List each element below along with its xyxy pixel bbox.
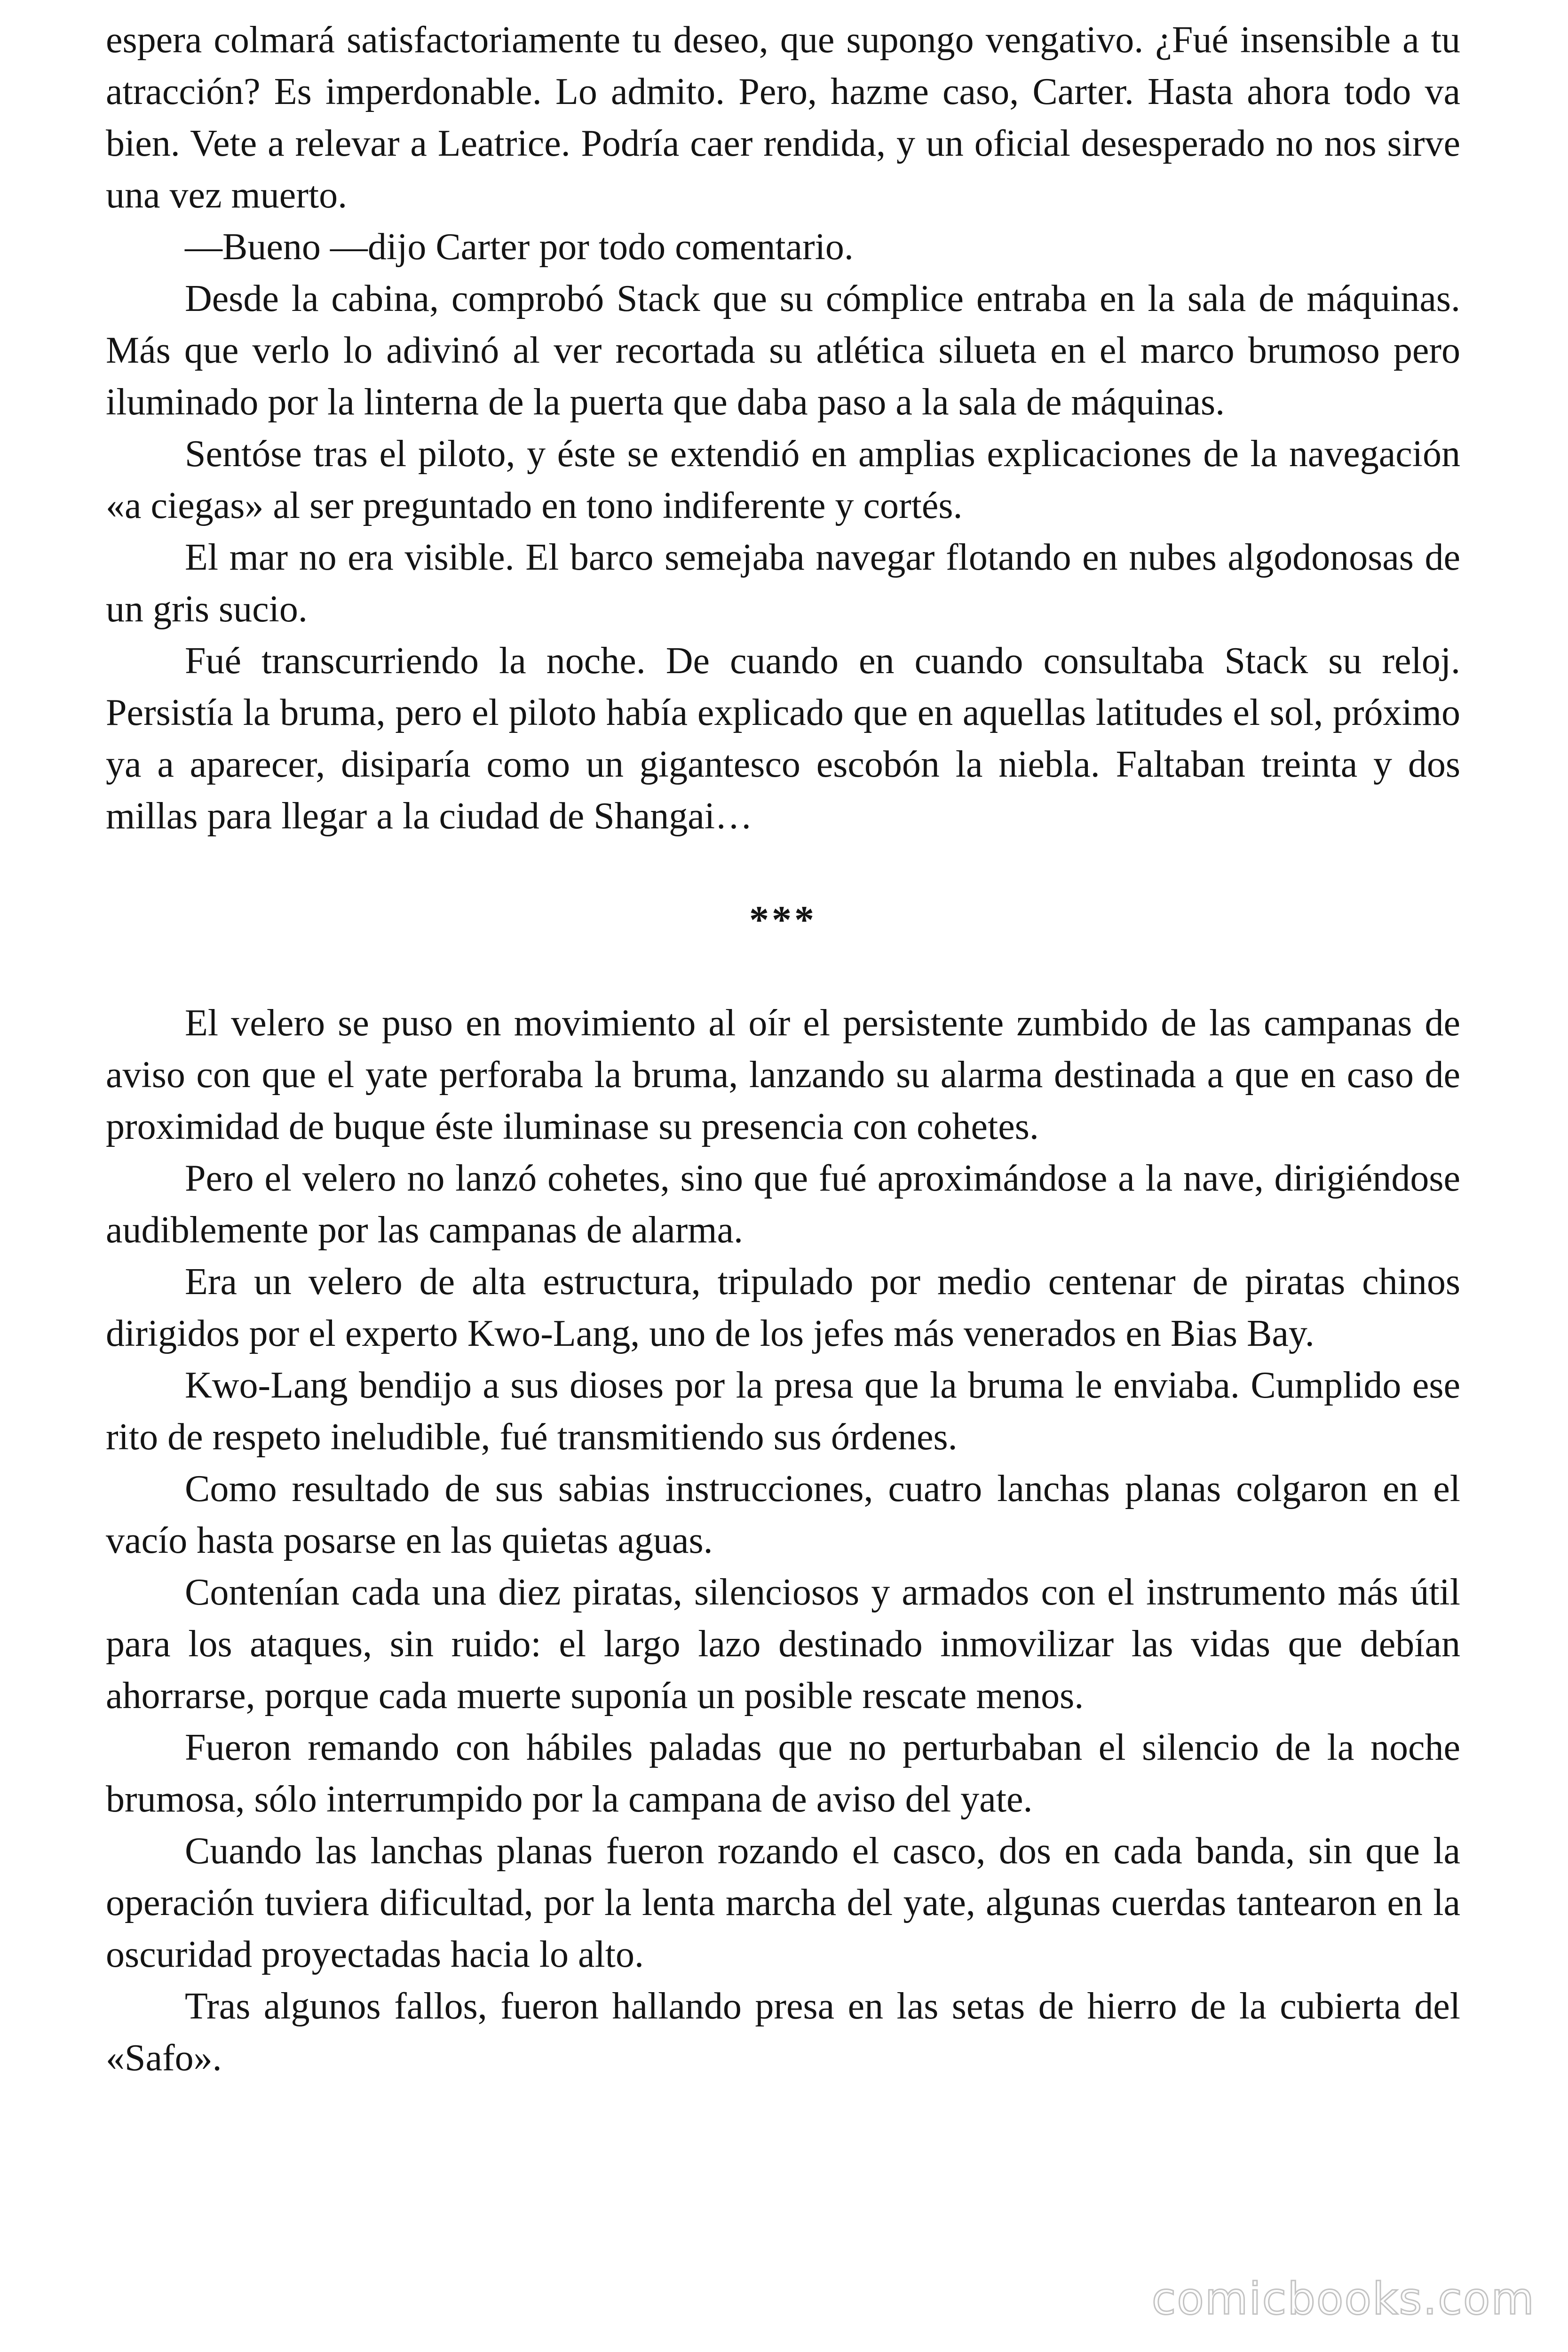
site-watermark: comicbooks.com — [1151, 2273, 1535, 2325]
paragraph: Tras algunos fallos, fueron hallando presa en las setas de hierro de la cubierta del «Safo». — [106, 1986, 1460, 2079]
paragraph: Como resultado de sus sabias instrucciones, cuatro lanchas planas colgaron en el vacío hasta posarse en las quietas aguas. — [106, 1468, 1460, 1561]
paragraph: Era un velero de alta estructura, tripulado por medio centenar de piratas chinos dirigidos por el experto Kwo-Lang, uno de los jefes más venerados en Bias Bay. — [106, 1261, 1460, 1354]
paragraph: Kwo-Lang bendijo a sus dioses por la presa que la bruma le enviaba. Cumplido ese rito de respeto ineludible, fué transmitiendo sus órdenes. — [106, 1365, 1460, 1458]
paragraph: Fué transcurriendo la noche. De cuando en cuando consultaba Stack su reloj. Persistía la bruma, pero el piloto había explicado que en aquellas latitudes el sol, próximo ya a aparecer, disiparía como un gigantesco escobón la niebla. Faltaban treinta y dos millas para llegar a la ciudad de Shangai… — [106, 640, 1460, 837]
paragraph: Sentóse tras el piloto, y éste se extendió en amplias explicaciones de la navegación «a ciegas» al ser preguntado en tono indiferente y cortés. — [106, 433, 1460, 526]
paragraph: Desde la cabina, comprobó Stack que su cómplice entraba en la sala de máquinas. Más que verlo lo adivinó al ver recortada su atlética silueta en el marco brumoso pero iluminado por la linterna de la puerta que daba paso a la sala de máquinas. — [106, 278, 1460, 423]
paragraph: espera colmará satisfactoriamente tu deseo, que supongo vengativo. ¿Fué insensible a tu atracción? Es imperdonable. Lo admito. Pero, hazme caso, Carter. Hasta ahora todo va bien. Vete a relevar a Leatrice. Podría caer rendida, y un oficial desesperado no nos sirve una vez muerto. — [106, 19, 1460, 216]
book-page — [106, 14, 1460, 2084]
paragraph: Cuando las lanchas planas fueron rozando el casco, dos en cada banda, sin que la operación tuviera dificultad, por la lenta marcha del yate, algunas cuerdas tantearon en la oscuridad proyectadas hacia lo alto. — [106, 1830, 1460, 1975]
paragraph: Fueron remando con hábiles paladas que no perturbaban el silencio de la noche brumosa, sólo interrumpido por la campana de aviso del yate. — [106, 1727, 1460, 1820]
paragraph: Pero el velero no lanzó cohetes, sino que fué aproximándose a la nave, dirigiéndose audiblemente por las campanas de alarma. — [106, 1158, 1460, 1251]
paragraph: Contenían cada una diez piratas, silenciosos y armados con el instrumento más útil para los ataques, sin ruido: el largo lazo destinado inmovilizar las vidas que debían ahorrarse, porque cada muerte suponía un posible rescate menos. — [106, 1572, 1460, 1716]
text-section-after-break — [106, 997, 1460, 2084]
text-section-before-break — [106, 14, 1460, 842]
paragraph: —Bueno —dijo Carter por todo comentario. — [185, 226, 854, 268]
paragraph: El mar no era visible. El barco semejaba navegar flotando en nubes algodonosas de un gris sucio. — [106, 537, 1460, 630]
paragraph: El velero se puso en movimiento al oír el persistente zumbido de las campanas de aviso con que el yate perforaba la bruma, lanzando su alarma destinada a que en caso de proximidad de buque éste iluminase su presencia con cohetes. — [106, 1002, 1460, 1147]
scene-break-separator: *** — [749, 898, 817, 942]
